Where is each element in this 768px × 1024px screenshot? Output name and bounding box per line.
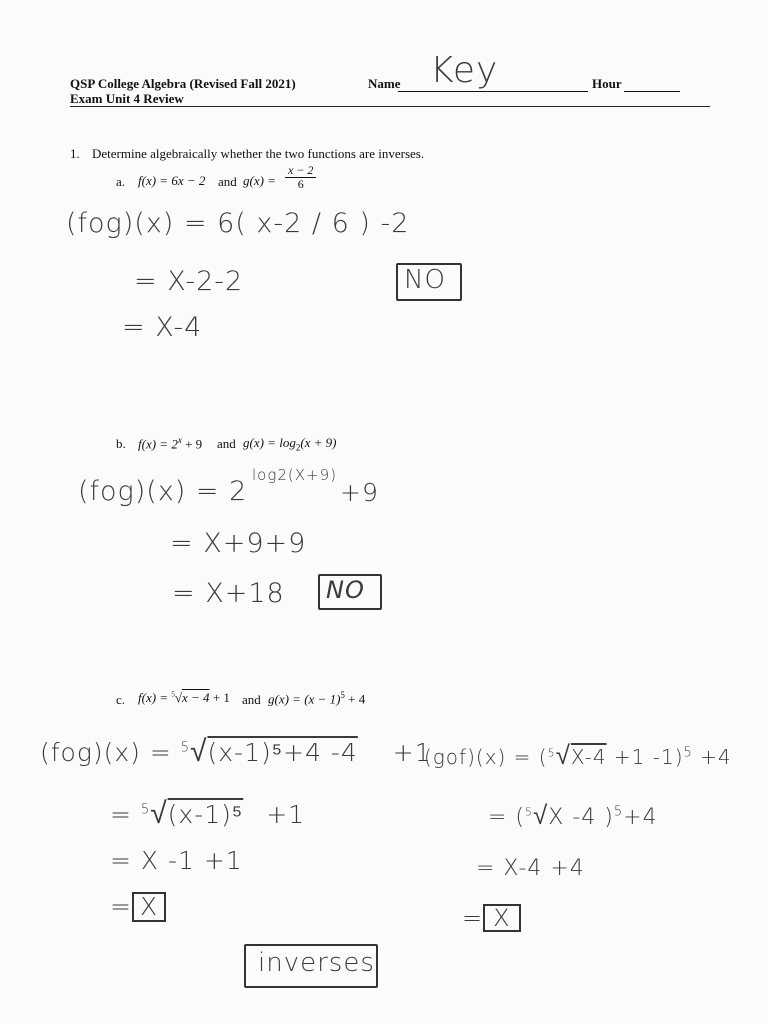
- part-c-gof-line-3: = X-4 +4: [476, 856, 585, 881]
- part-c-f-tail: + 1: [209, 690, 230, 705]
- header-rule: [70, 106, 710, 107]
- part-c-fog-index-2: 5: [140, 802, 151, 818]
- part-b-work-exponent: log2(X+9): [252, 466, 337, 484]
- part-c-gof-line-2: = ($^5$√X -4 )$^5$+4: [488, 801, 658, 831]
- part-b-g: [243, 435, 337, 453]
- part-b-work-line-2: = X+9+9: [170, 528, 307, 559]
- part-c-fog-plus-1: +1: [392, 738, 432, 767]
- part-c-gof-close-2: ): [604, 805, 614, 830]
- part-c-gof-radicand-1: X-4: [570, 745, 607, 769]
- exam-title: Exam Unit 4 Review: [70, 91, 184, 106]
- part-b-work-tail: +9: [340, 478, 379, 507]
- question-prompt: Determine algebraically whether the two functions are inverses.: [92, 146, 425, 161]
- part-b-f-tail: + 9: [181, 436, 203, 452]
- part-a-g-prefix: g(x) =: [243, 173, 276, 188]
- part-b-g-head: g(x) = log: [243, 435, 296, 450]
- part-b-g-base: 2: [295, 442, 301, 453]
- part-b-answer-box: [318, 574, 382, 610]
- part-c-fog-eq-4: =: [110, 892, 132, 921]
- part-a-work-line-3: = X-4: [122, 312, 203, 343]
- part-b-f-exponent: x: [177, 435, 182, 445]
- part-c-and: and: [242, 692, 261, 707]
- part-a-g-numerator: x − 2: [285, 164, 316, 178]
- part-c-f: f(x) = $^5$√x − 4 + 1: [138, 690, 230, 705]
- part-c-fog-line-1: (fog)(x) = $^5$√(x-1)⁵+4 -4 +1: [40, 734, 432, 769]
- part-c-fog-eq-2: =: [110, 800, 141, 829]
- question-number: 1.: [70, 146, 80, 161]
- part-c-answer: inverses: [258, 948, 375, 978]
- part-b-f-base: f(x) = 2: [138, 436, 178, 452]
- part-c-fog-line-4: [110, 892, 166, 922]
- part-c-g-tail: + 4: [344, 691, 366, 707]
- part-c-gof-lhs: (gof)(x) = (: [424, 745, 548, 769]
- part-b-f: [138, 435, 202, 452]
- part-c-gof-answer-box: X: [483, 904, 520, 932]
- part-c-gof-exp-1: 5: [683, 745, 693, 761]
- part-c-fog-index-1: 5: [180, 740, 191, 756]
- part-b-and: and: [217, 436, 236, 451]
- part-c-gof-eq-2: = (: [488, 805, 526, 830]
- part-a-g-denominator: 6: [297, 177, 304, 191]
- part-a-work-line-2: = X-2-2: [134, 266, 244, 297]
- part-c-f-index: 5: [171, 690, 175, 699]
- name-label: Name: [368, 76, 401, 91]
- part-b-answer: NO: [326, 576, 365, 604]
- part-b-work-line-1: (fog)(x) = 2: [78, 476, 248, 507]
- part-c-fog-lhs: (fog)(x) =: [40, 738, 181, 767]
- part-c-gof-line-4: =X: [462, 904, 521, 932]
- part-c-fog-line-2: = $^5$√(x-1)⁵ +1: [110, 796, 306, 831]
- part-c-g: [268, 690, 365, 707]
- part-b-work-line-3: = X+18: [172, 578, 285, 609]
- part-c-g-head: g(x) = (x − 1): [268, 691, 341, 707]
- part-c-gof-index-1: 5: [547, 746, 556, 760]
- part-b-label: b.: [116, 436, 126, 451]
- part-a-answer: NO: [404, 265, 446, 295]
- part-c-g-exponent: 5: [340, 690, 345, 700]
- part-c-f-head: f(x) =: [138, 690, 172, 705]
- name-value: Key: [430, 50, 499, 91]
- part-c-fog-answer-box: X: [132, 892, 166, 922]
- part-c-gof-tail-2: +4: [623, 805, 658, 830]
- name-line: [398, 91, 588, 92]
- course-title: QSP College Algebra (Revised Fall 2021): [70, 76, 296, 91]
- part-c-fog-radicand-1: (x-1)⁵+4 -4: [207, 738, 358, 767]
- part-c-fog-radicand-2: (x-1)⁵: [167, 800, 244, 829]
- part-c-answer-box: [244, 944, 378, 988]
- hour-label: Hour: [592, 76, 622, 91]
- part-a-f: f(x) = 6x − 2: [138, 173, 206, 188]
- part-a-answer-box: [396, 263, 462, 301]
- part-a-label: a.: [116, 174, 126, 189]
- part-c-gof-line-1: (gof)(x) = ($^5$√X-4 +1 -1)$^5$ +4: [424, 741, 732, 771]
- part-b-g-tail: (x + 9): [300, 435, 337, 450]
- part-c-f-radicand: x − 4: [181, 690, 210, 705]
- part-c-gof-index-2: 5: [525, 805, 534, 819]
- hour-line: [624, 91, 680, 92]
- part-c-gof-exp-2: 5: [613, 804, 624, 820]
- part-a-g-fraction: [285, 164, 316, 191]
- part-c-label: c.: [116, 692, 126, 707]
- part-c-fog-line-3: = X -1 +1: [110, 846, 243, 875]
- part-a-and: and: [218, 174, 237, 189]
- part-a-work-line-1: (fog)(x) = 6( x-2 / 6 ) -2: [66, 208, 410, 239]
- part-c-gof-radicand-2: X -4: [548, 805, 597, 830]
- part-c-gof-inner-1: +1 -1): [613, 745, 684, 769]
- part-c-gof-tail-1: +4: [700, 745, 732, 769]
- part-c-fog-plus-2: +1: [266, 800, 306, 829]
